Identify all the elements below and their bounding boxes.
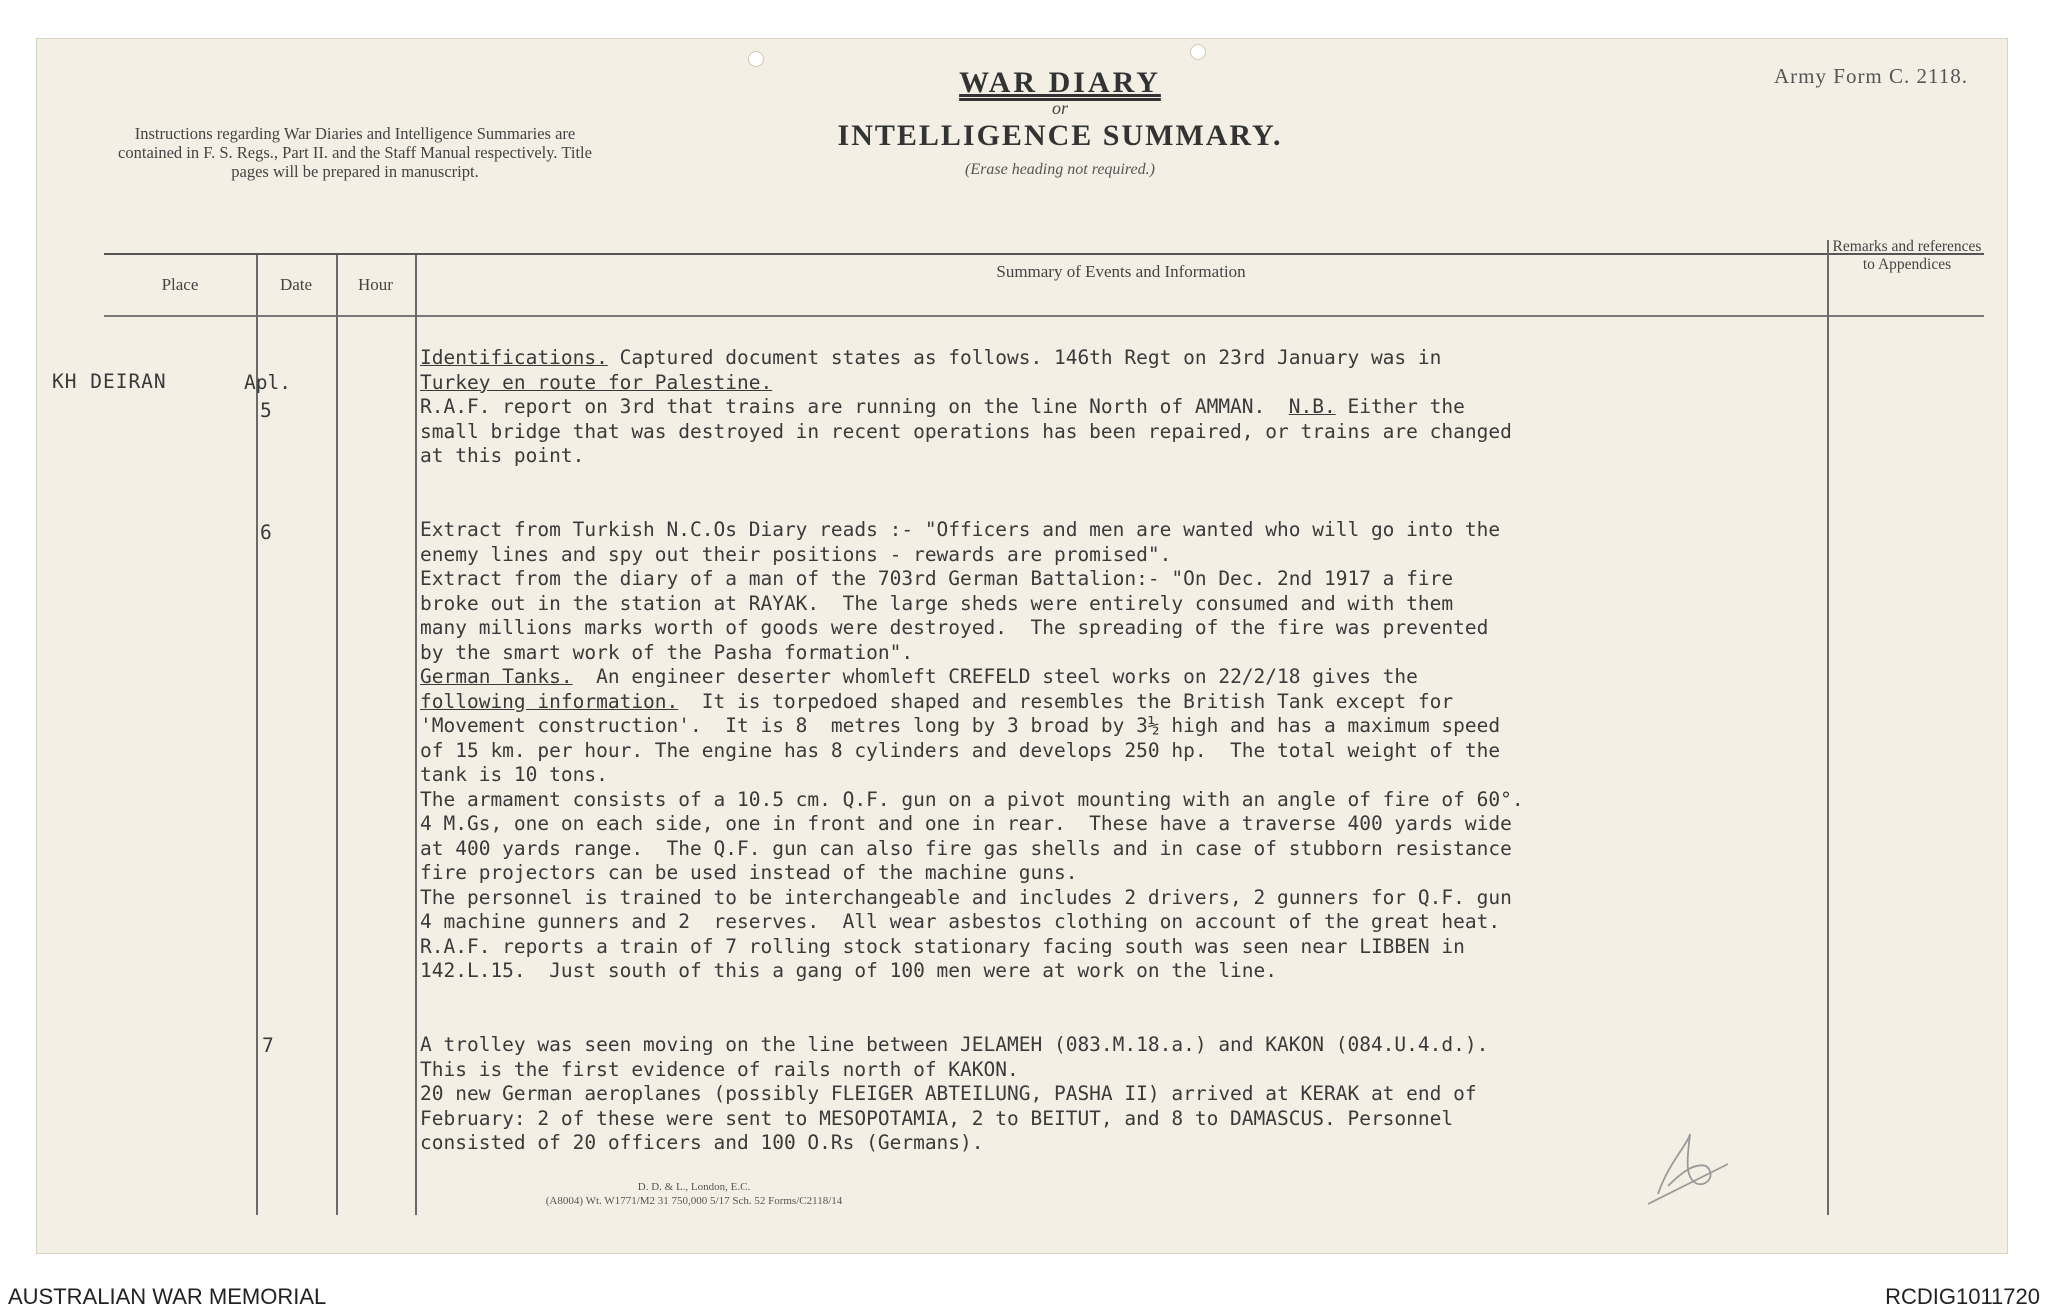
date-month: Apl. bbox=[244, 371, 291, 394]
text-line: following information. bbox=[420, 689, 679, 713]
text-line: Captured document states as follows. 146th Regt on 23rd January was in bbox=[607, 346, 1442, 369]
text-line: Turkey en route for Palestine. bbox=[420, 370, 773, 394]
printer-imprint bbox=[484, 1180, 904, 1208]
text-line: at this point. bbox=[420, 444, 585, 467]
erase-note: (Erase heading not required.) bbox=[965, 161, 1155, 178]
place-entry: KH DEIRAN bbox=[52, 370, 167, 393]
punch-hole bbox=[1191, 45, 1205, 59]
summary-column-header: Summary of Events and Information bbox=[996, 262, 1246, 281]
date-column-header: Date bbox=[279, 275, 313, 294]
identifications-heading: Identifications. bbox=[420, 346, 608, 369]
form-number: Army Form C. 2118. bbox=[1774, 64, 1968, 88]
printer-line: D. D. & L., London, E.C. bbox=[637, 1181, 751, 1193]
column-divider bbox=[256, 255, 258, 1215]
text-line: fire projectors can be used instead of the machine guns. bbox=[420, 861, 1078, 884]
remarks-column-header: Remarks and references to Appendices bbox=[1832, 238, 1982, 273]
text-line: many millions marks worth of goods were destroyed. The spreading of the fire was prevented bbox=[420, 616, 1489, 639]
text-line: This is the first evidence of rails north of KAKON. bbox=[420, 1057, 1019, 1081]
war-diary-title: WAR DIARY bbox=[959, 66, 1161, 99]
column-divider bbox=[1827, 240, 1829, 1215]
text-line: tank is 10 tons. bbox=[420, 763, 608, 786]
text-line: It is torpedoed shaped and resembles the British Tank except for bbox=[678, 689, 1454, 713]
text-line: by the smart work of the Pasha formation". bbox=[420, 640, 914, 664]
text-line: broke out in the station at RAYAK. The large sheds were entirely consumed and with them bbox=[420, 591, 1454, 615]
text-line: Either the bbox=[1335, 395, 1465, 418]
entry-apr-5 bbox=[420, 346, 1810, 469]
german-tanks-heading: German Tanks. bbox=[420, 665, 573, 688]
text-line: The personnel is trained to be interchangeable and includes 2 drivers, 2 gunners for Q.F. gun bbox=[420, 885, 1512, 909]
text-line: enemy lines and spy out their positions - rewards are promised". bbox=[420, 542, 1172, 566]
instructions-note: Instructions regarding War Diaries and Intelligence Summaries are contained in F. S. Regs., Part II. and the Staff Manual respectively. Title pages will be prepared in manuscript. bbox=[118, 124, 592, 181]
column-divider bbox=[415, 255, 417, 1215]
footer-record-id: RCDIG1011720 bbox=[1885, 1284, 2040, 1309]
text-line: 142.L.15. Just south of this a gang of 100 men were at work on the line. bbox=[420, 959, 1278, 982]
punch-hole bbox=[749, 52, 763, 66]
date-6: 6 bbox=[260, 521, 272, 544]
text-line: consisted of 20 officers and 100 O.Rs (Germans). bbox=[420, 1131, 984, 1154]
intelligence-summary-title: INTELLIGENCE SUMMARY. bbox=[837, 119, 1283, 152]
text-line: 4 machine gunners and 2 reserves. All wear asbestos clothing on account of the great heat. bbox=[420, 910, 1501, 933]
text-line: Extract from Turkish N.C.Os Diary reads :- "Officers and men are wanted who will go into the bbox=[420, 518, 1501, 541]
place-column-header: Place bbox=[161, 275, 199, 294]
or-label: or bbox=[1051, 98, 1068, 118]
text-line: at 400 yards range. The Q.F. gun can also fire gas shells and in case of stubborn resistance bbox=[420, 836, 1512, 860]
footer-institution: AUSTRALIAN WAR MEMORIAL bbox=[8, 1284, 327, 1309]
text-line: Extract from the diary of a man of the 703rd German Battalion:- "On Dec. 2nd 1917 a fire bbox=[420, 567, 1454, 590]
text-line: A trolley was seen moving on the line between JELAMEH (083.M.18.a.) and KAKON (084.U.4.d.). bbox=[420, 1033, 1489, 1056]
nb-marker: N.B. bbox=[1288, 395, 1336, 418]
text-line: February: 2 of these were sent to MESOPOTAMIA, 2 to BEITUT, and 8 to DAMASCUS. Personnel bbox=[420, 1106, 1454, 1130]
diary-heading bbox=[780, 66, 1340, 179]
text-line: An engineer deserter whomleft CREFELD steel works on 22/2/18 gives the bbox=[572, 665, 1418, 688]
text-line: R.A.F. report on 3rd that trains are running on the line North of AMMAN. bbox=[420, 395, 1289, 418]
column-divider bbox=[336, 255, 338, 1215]
text-line: 4 M.Gs, one on each side, one in front and one in rear. These have a traverse 400 yards wide bbox=[420, 812, 1512, 835]
entry-apr-7 bbox=[420, 1033, 1810, 1156]
text-line: 20 new German aeroplanes (possibly FLEIGER ABTEILUNG, PASHA II) arrived at KERAK at end of bbox=[420, 1082, 1477, 1105]
text-line: small bridge that was destroyed in recent operations has been repaired, or trains are changed bbox=[420, 419, 1512, 443]
printer-line: (A8004) Wt. W1771/M2 31 750,000 5/17 Sch. 52 Forms/C2118/14 bbox=[545, 1195, 843, 1207]
entry-apr-6 bbox=[420, 518, 1810, 984]
text-line: of 15 km. per hour. The engine has 8 cylinders and develops 250 hp. The total weight of the bbox=[420, 738, 1501, 762]
text-line: R.A.F. reports a train of 7 rolling stock stationary facing south was seen near LIBBEN in bbox=[420, 934, 1465, 958]
text-line: The armament consists of a 10.5 cm. Q.F. gun on a pivot mounting with an angle of fire of 60°. bbox=[420, 787, 1524, 811]
pencil-initials-icon bbox=[1628, 1124, 1738, 1214]
hour-column-header: Hour bbox=[358, 275, 393, 294]
header-bottom-rule bbox=[104, 315, 1984, 317]
text-line: 'Movement construction'. It is 8 metres long by 3 broad by 3½ high and has a maximum speed bbox=[420, 714, 1501, 737]
date-7: 7 bbox=[262, 1034, 274, 1057]
table-top-rule bbox=[104, 253, 1984, 255]
date-5: 5 bbox=[260, 399, 272, 422]
